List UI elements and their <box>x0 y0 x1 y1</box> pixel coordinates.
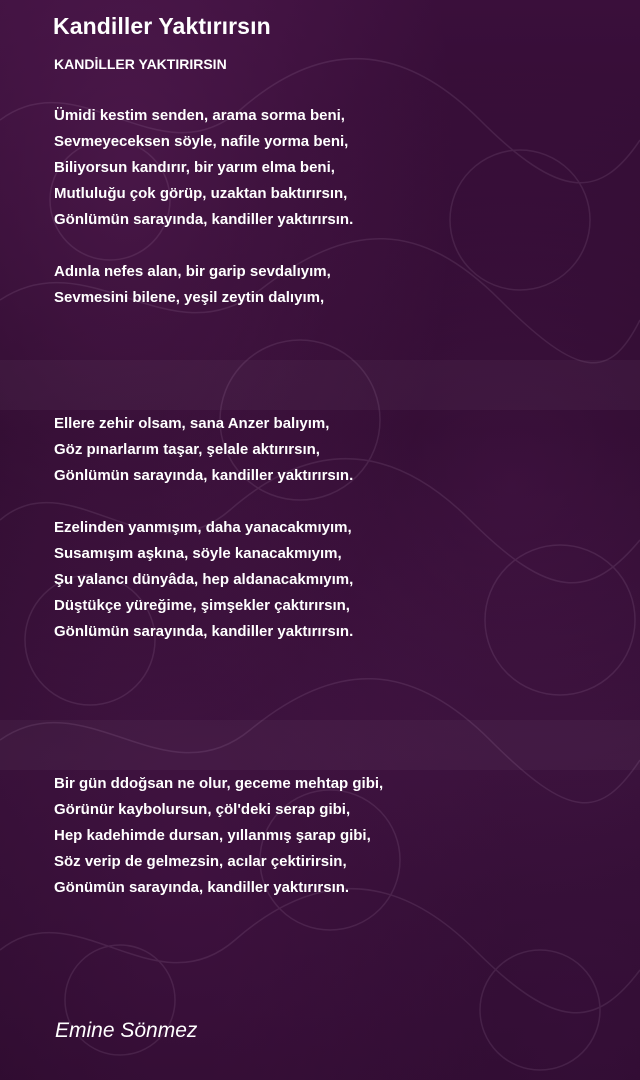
poem-line: Gönlümün sarayında, kandiller yaktırırsın. <box>54 467 354 484</box>
poem-line: Sevmeyeceksen söyle, nafile yorma beni, <box>54 133 349 150</box>
poem-line: Ellere zehir olsam, sana Anzer balıyım, <box>54 415 330 432</box>
poem-line: Mutluluğu çok görüp, uzaktan baktırırsın, <box>54 185 348 202</box>
stanza-band <box>0 360 640 410</box>
stanza-4 <box>54 515 353 645</box>
poem-line: Gönlümün sarayında, kandiller yaktırırsın. <box>54 623 354 640</box>
poem-line: Sevmesini bilene, yeşil zeytin dalıyım, <box>54 289 325 306</box>
stanza-2 <box>54 259 331 311</box>
poem-line: Bir gün ddoğsan ne olur, geceme mehtap gibi, <box>54 775 384 792</box>
stanza-band <box>0 720 640 770</box>
poem-line: Göz pınarlarım taşar, şelale aktırırsın, <box>54 441 320 458</box>
poem-line: Susamışım aşkına, söyle kanacakmıyım, <box>54 545 342 562</box>
poem-line: Düştükçe yüreğime, şimşekler çaktırırsın, <box>54 597 350 614</box>
poem-line: Ezelinden yanmışım, daha yanacakmıyım, <box>54 519 352 536</box>
poem-subtitle: KANDİLLER YAKTIRIRSIN <box>54 56 227 72</box>
poem-line: Görünür kaybolursun, çöl'deki serap gibi, <box>54 801 351 818</box>
poem-line: Gönümün sarayında, kandiller yaktırırsın. <box>54 879 350 896</box>
stanza-5 <box>54 771 383 901</box>
poem-author: Emine Sönmez <box>55 1019 198 1042</box>
stanza-3 <box>54 411 353 489</box>
poem-line: Gönlümün sarayında, kandiller yaktırırsın. <box>54 211 354 228</box>
poem-line: Adınla nefes alan, bir garip sevdalıyım, <box>54 263 331 280</box>
poem-line: Biliyorsun kandırır, bir yarım elma beni, <box>54 159 335 176</box>
poem-line: Şu yalancı dünyâda, hep aldanacakmıyım, <box>54 571 354 588</box>
poem-line: Söz verip de gelmezsin, acılar çektirirsin, <box>54 853 347 870</box>
poem-line: Hep kadehimde dursan, yıllanmış şarap gibi, <box>54 827 371 844</box>
poem-title: Kandiller Yaktırırsın <box>53 13 271 39</box>
stanza-1 <box>54 103 353 233</box>
poem-line: Ümidi kestim senden, arama sorma beni, <box>54 107 345 124</box>
